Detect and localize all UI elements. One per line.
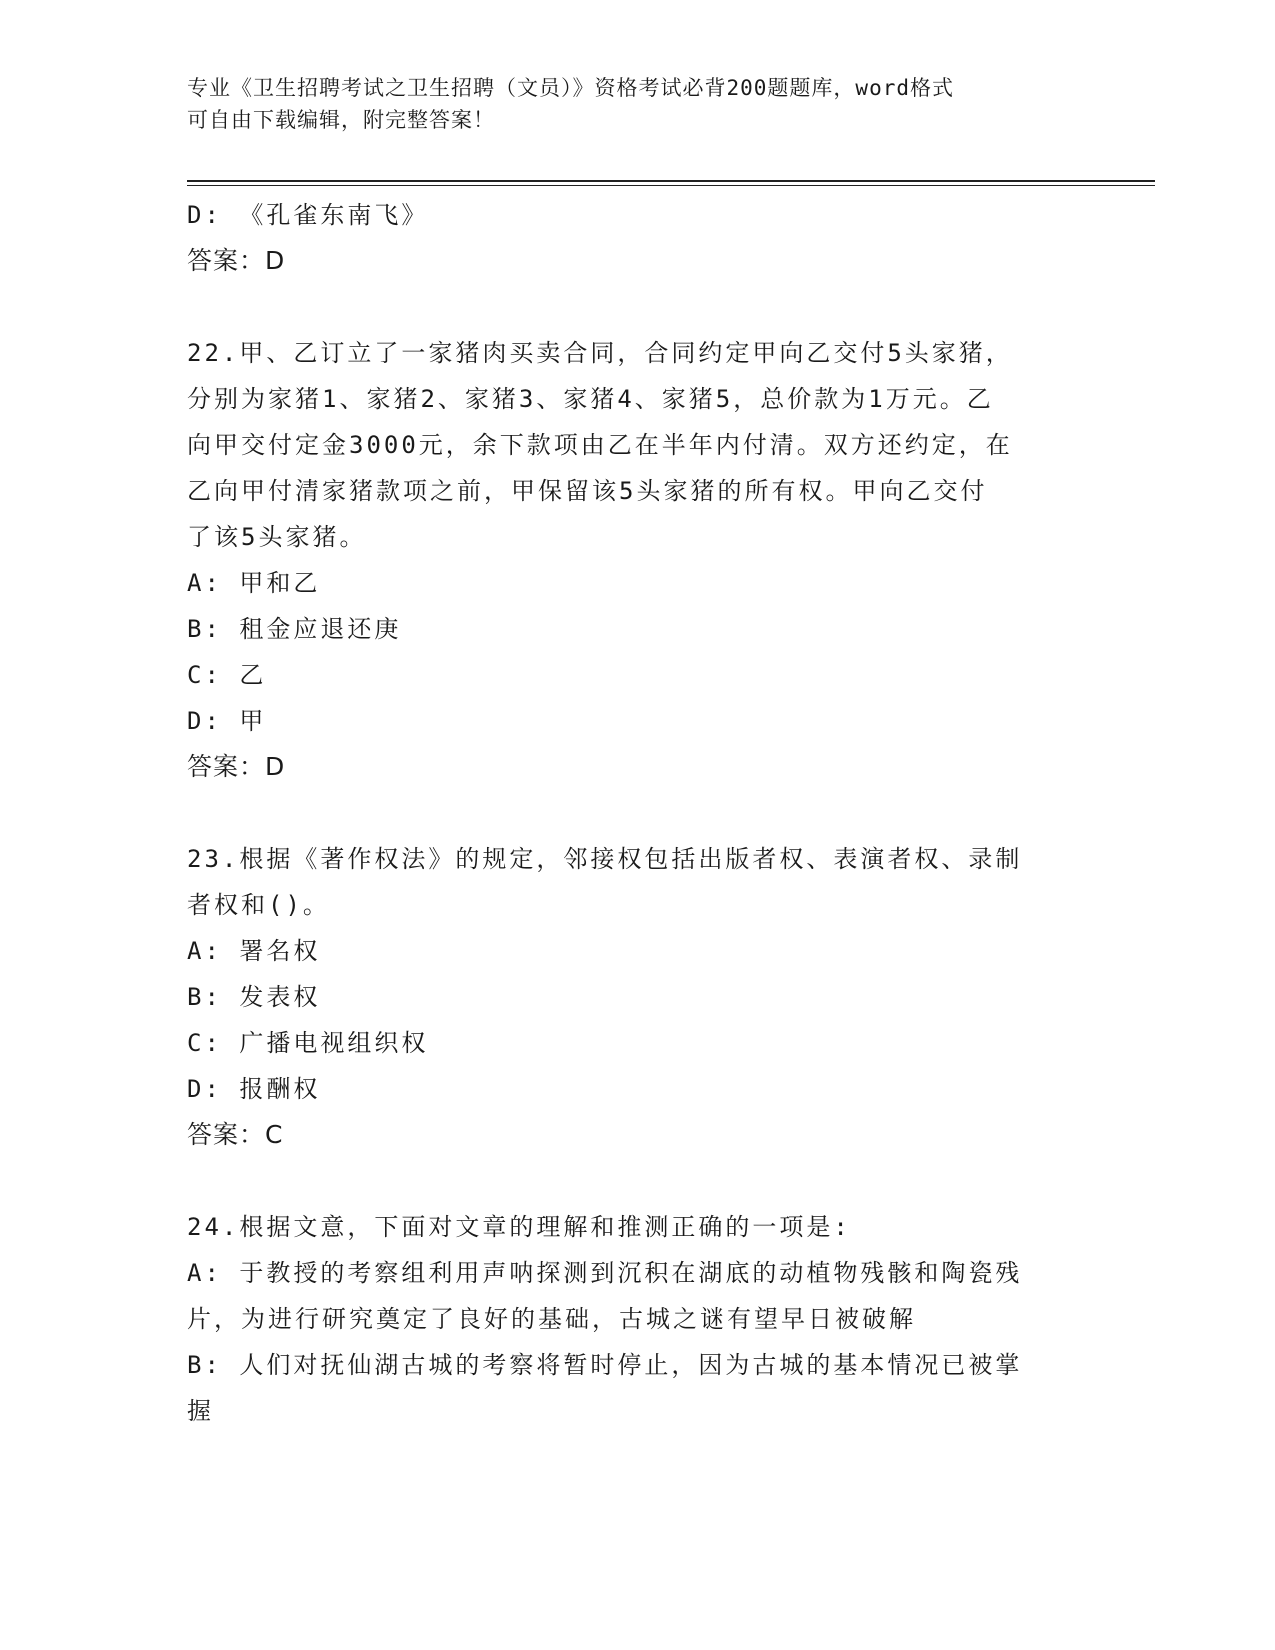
question-text-line: 24.根据文意，下面对文章的理解和推测正确的一项是: (187, 1213, 851, 1241)
question-text-line: 分别为家猪1、家猪2、家猪3、家猪4、家猪5，总价款为1万元。乙 (187, 385, 994, 413)
question-text-line: 者权和()。 (187, 891, 330, 919)
spacer (187, 790, 1087, 836)
option-a: A: 署名权 (187, 937, 321, 965)
option-c: C: 广播电视组织权 (187, 1029, 429, 1057)
option-d: D: 甲 (187, 707, 267, 735)
answer: 答案：D (187, 752, 286, 781)
header-rule-thick (187, 180, 1155, 182)
question-text-line: 了该5头家猪。 (187, 523, 367, 551)
prev-answer: 答案：D (187, 246, 286, 275)
question-23 (187, 836, 1087, 1158)
option-b-line: 握 (187, 1397, 214, 1425)
spacer (187, 1158, 1087, 1204)
option-a: A: 甲和乙 (187, 569, 321, 597)
option-b-line: B: 人们对抚仙湖古城的考察将暂时停止，因为古城的基本情况已被掌 (187, 1351, 1023, 1379)
question-22 (187, 330, 1087, 790)
header-line-2: 可自由下载编辑，附完整答案！ (187, 108, 495, 132)
header-rule-thin (187, 185, 1155, 186)
option-c: C: 乙 (187, 661, 267, 689)
answer: 答案：C (187, 1120, 284, 1149)
question-text-line: 乙向甲付清家猪款项之前，甲保留该5头家猪的所有权。甲向乙交付 (187, 477, 988, 505)
option-b: B: 租金应退还庚 (187, 615, 402, 643)
prev-option-d: D: 《孔雀东南飞》 (187, 201, 429, 229)
question-text-line: 23.根据《著作权法》的规定，邻接权包括出版者权、表演者权、录制 (187, 845, 1023, 873)
document-header (187, 72, 1067, 136)
header-line-1: 专业《卫生招聘考试之卫生招聘（文员）》资格考试必背200题题库，word格式 (187, 76, 954, 100)
option-a-line: A: 于教授的考察组利用声呐探测到沉积在湖底的动植物残骸和陶瓷残 (187, 1259, 1023, 1287)
question-text-line: 22.甲、乙订立了一家猪肉买卖合同，合同约定甲向乙交付5头家猪， (187, 339, 1013, 367)
document-body (187, 192, 1087, 1434)
option-a-line: 片，为进行研究奠定了良好的基础，古城之谜有望早日被破解 (187, 1305, 916, 1333)
spacer (187, 284, 1087, 330)
question-24 (187, 1204, 1087, 1434)
question-text-line: 向甲交付定金3000元，余下款项由乙在半年内付清。双方还约定，在 (187, 431, 1013, 459)
option-b: B: 发表权 (187, 983, 321, 1011)
option-d: D: 报酬权 (187, 1075, 321, 1103)
